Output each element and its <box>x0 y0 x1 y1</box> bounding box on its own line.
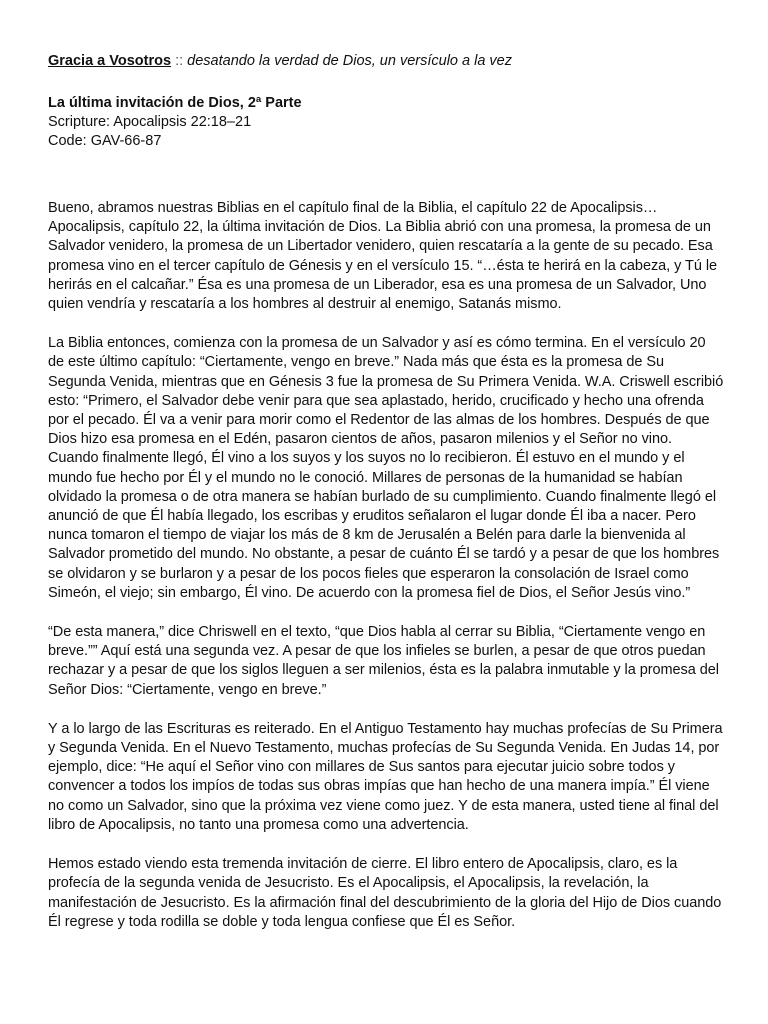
body-paragraph: Y a lo largo de las Escrituras es reiterado. En el Antiguo Testamento hay muchas profecías de Su Primera y Segunda Venida. En el Nuevo Testamento, muchas profecías de Su Segunda Venida. En Judas 14, por ejemplo, dice: “He aquí el Señor vino con millares de Sus santos para ejecutar juicio sobre todos y convencer a todos los impíos de todas sus obras impías que han hecho de una manera impía.” Él viene no como un Salvador, sino que la próxima vez viene como juez. Y de esta manera, usted tiene al final del libro de Apocalipsis, no tanto una promesa como una advertencia. <box>48 720 723 833</box>
body-paragraph: La Biblia entonces, comienza con la promesa de un Salvador y así es cómo termina. En el versículo 20 de este último capítulo: “Ciertamente, vengo en breve.” Nada más que ésta es la promesa de Su Segunda Venida, mientras que en Génesis 3 fue la promesa de Su Primera Venida. W.A. Criswell escribió esto: “Primero, el Salvador debe venir para que sea aplastado, herido, crucificado y hecho una ofrenda por el pecado. Él va a venir para morir como el Redentor de las almas de los hombres. Después de que Dios hizo esa promesa en el Edén, pasaron cientos de años, pasaron milenios y el Señor no vino. Cuando finalmente llegó, Él vino a los suyos y los suyos no lo recibieron. Él estuvo en el mundo y el mundo fue hecho por Él y el mundo no le conoció. Millares de personas de la humanidad se habían olvidado la promesa o de otra manera se habían burlado de su cumplimiento. Cuando finalmente llegó el anunció de que Él había llegado, los escribas y eruditos señalaron el lugar donde Él iba a nacer. Pero nunca tomaron el tiempo de viajar los más de 8 km de Jerusalén a Belén para darle la bienvenida al Salvador prometido del mundo. No obstante, a pesar de cuánto Él se tardó y a pesar de que los hombres se olvidaron y se burlaron y a pesar de los pocos fieles que esperaron la consolación de Israel como Simeón, el viejo; sin embargo, Él vino. De acuerdo con la promesa fiel de Dios, el Señor Jesús vino.” <box>48 335 724 601</box>
body-paragraph: Bueno, abramos nuestras Biblias en el capítulo final de la Biblia, el capítulo 22 de Apocalipsis… Apocalipsis, capítulo 22, la última invitación de Dios. La Biblia abrió con una promesa, la promesa de un Salvador venidero, la promesa de un Libertador venidero, quien rescataría a la gente de su pecado. Esa promesa vino en el tercer capítulo de Génesis y en el versículo 15. “…ésta te herirá en la cabeza, y Tú le herirás en el calcañar.” Ésa es una promesa de un Liberador, esa es una promesa de un Salvador, Uno quien vendría y rescataría a los hombres al destruir al enemigo, Satanás mismo. <box>48 200 718 313</box>
brand-link[interactable]: Gracia a Vosotros <box>48 53 172 69</box>
scripture-reference: Scripture: Apocalipsis 22:18–21 <box>48 114 252 130</box>
body-paragraph: “De esta manera,” dice Chriswell en el texto, “que Dios habla al cerrar su Biblia, “Ciertamente vengo en breve.”” Aquí está una segunda vez. A pesar de que los infieles se burlen, a pesar de que otros puedan rechazar y a pesar de que los siglos lleguen a ser milenios, ésta es la palabra inmutable y la promesa del Señor Dios: “Ciertamente, vengo en breve.” <box>48 624 719 698</box>
sermon-header <box>48 94 724 151</box>
body-paragraph: Hemos estado viendo esta tremenda invitación de cierre. El libro entero de Apocalipsis, claro, es la profecía de la segunda venida de Jesucristo. Es el Apocalipsis, el Apocalipsis, la revelación, la manifestación de Jesucristo. Es la afirmación final del descubrimiento de la gloria del Hijo de Dios cuando Él regrese y toda rodilla se doble y toda lengua confiese que Él es Señor. <box>48 856 722 930</box>
masthead <box>48 52 724 71</box>
masthead-tagline: desatando la verdad de Dios, un versículo a la vez <box>187 53 512 69</box>
sermon-body <box>48 199 724 932</box>
sermon-code: Code: GAV-66-87 <box>48 133 162 149</box>
document-page <box>48 52 724 952</box>
sermon-title: La última invitación de Dios, 2ª Parte <box>48 95 302 111</box>
masthead-separator: :: <box>175 53 184 69</box>
